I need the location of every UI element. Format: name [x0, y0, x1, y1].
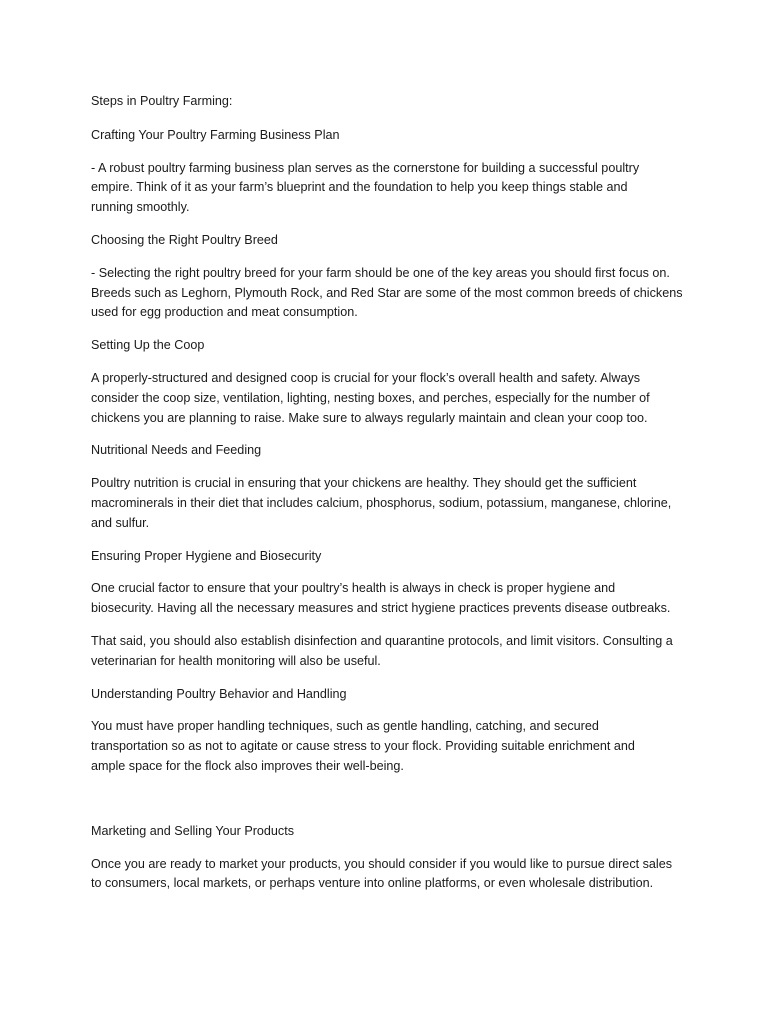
- section-paragraph: [91, 159, 691, 218]
- paragraph-line: macrominerals in their diet that includes calcium, phosphorus, sodium, potassium, manganese, chlorine,: [91, 495, 672, 510]
- section-paragraph: [91, 369, 691, 428]
- paragraph-line: One crucial factor to ensure that your poultry’s health is always in check is proper hygiene and: [91, 581, 616, 596]
- paragraph-line: Once you are ready to market your products, you should consider if you would like to pursue direct sales: [91, 856, 673, 871]
- section-heading: [91, 441, 691, 461]
- paragraph-line: used for egg production and meat consumption.: [91, 305, 358, 320]
- paragraph-line: consider the coop size, ventilation, lighting, nesting boxes, and perches, especially for the number of: [91, 390, 650, 405]
- paragraph-line: empire. Think of it as your farm’s blueprint and the foundation to help you keep things stable and: [91, 180, 628, 195]
- paragraph-line: ample space for the flock also improves their well-being.: [91, 758, 404, 773]
- paragraph-line: running smoothly.: [91, 200, 190, 215]
- section-heading-text: Choosing the Right Poultry Breed: [91, 232, 278, 247]
- section-heading-text: Marketing and Selling Your Products: [91, 823, 295, 838]
- paragraph-line: - Selecting the right poultry breed for your farm should be one of the key areas you should first focus on.: [91, 265, 670, 280]
- section-heading: [91, 231, 691, 251]
- section-paragraph: [91, 474, 691, 533]
- document-title-text: Steps in Poultry Farming:: [91, 94, 233, 108]
- section-paragraph: [91, 632, 691, 672]
- section-heading: [91, 547, 691, 567]
- section-heading-text: Understanding Poultry Behavior and Handling: [91, 686, 347, 701]
- paragraph-line: That said, you should also establish disinfection and quarantine protocols, and limit visitors. Consulting a: [91, 633, 673, 648]
- paragraph-line: Poultry nutrition is crucial in ensuring that your chickens are healthy. They should get the sufficient: [91, 476, 637, 491]
- section-heading: [91, 685, 691, 705]
- paragraph-line: veterinarian for health monitoring will also be useful.: [91, 653, 381, 668]
- section-paragraph: [91, 579, 691, 619]
- section-heading-text: Nutritional Needs and Feeding: [91, 443, 262, 458]
- paragraph-line: to consumers, local markets, or perhaps venture into online platforms, or even wholesale distribution.: [91, 876, 654, 891]
- paragraph-line: - A robust poultry farming business plan serves as the cornerstone for building a successful poultry: [91, 160, 640, 175]
- paragraph-line: You must have proper handling techniques, such as gentle handling, catching, and secured: [91, 719, 599, 734]
- paragraph-line: transportation so as not to agitate or cause stress to your flock. Providing suitable enrichment and: [91, 739, 635, 754]
- section-heading: [91, 126, 691, 146]
- section-heading: [91, 336, 691, 356]
- paragraph-line: A properly-structured and designed coop is crucial for your flock’s overall health and safety. Always: [91, 370, 641, 385]
- section-paragraph: [91, 264, 691, 323]
- paragraph-line: chickens you are planning to raise. Make sure to always regularly maintain and clean your coop too.: [91, 410, 648, 425]
- section-heading: [91, 822, 691, 842]
- paragraph-line: Breeds such as Leghorn, Plymouth Rock, and Red Star are some of the most common breeds of chickens: [91, 285, 683, 300]
- section-heading-text: Setting Up the Coop: [91, 338, 205, 353]
- section-heading-text: Crafting Your Poultry Farming Business Plan: [91, 127, 340, 142]
- document-body: [91, 92, 691, 907]
- paragraph-line: biosecurity. Having all the necessary measures and strict hygiene practices prevents disease outbreaks.: [91, 601, 671, 616]
- blank-line-spacer: [91, 790, 691, 822]
- section-paragraph: [91, 717, 691, 776]
- section-paragraph: [91, 855, 691, 895]
- document-title: [91, 92, 691, 112]
- paragraph-line: and sulfur.: [91, 515, 150, 530]
- section-heading-text: Ensuring Proper Hygiene and Biosecurity: [91, 548, 322, 563]
